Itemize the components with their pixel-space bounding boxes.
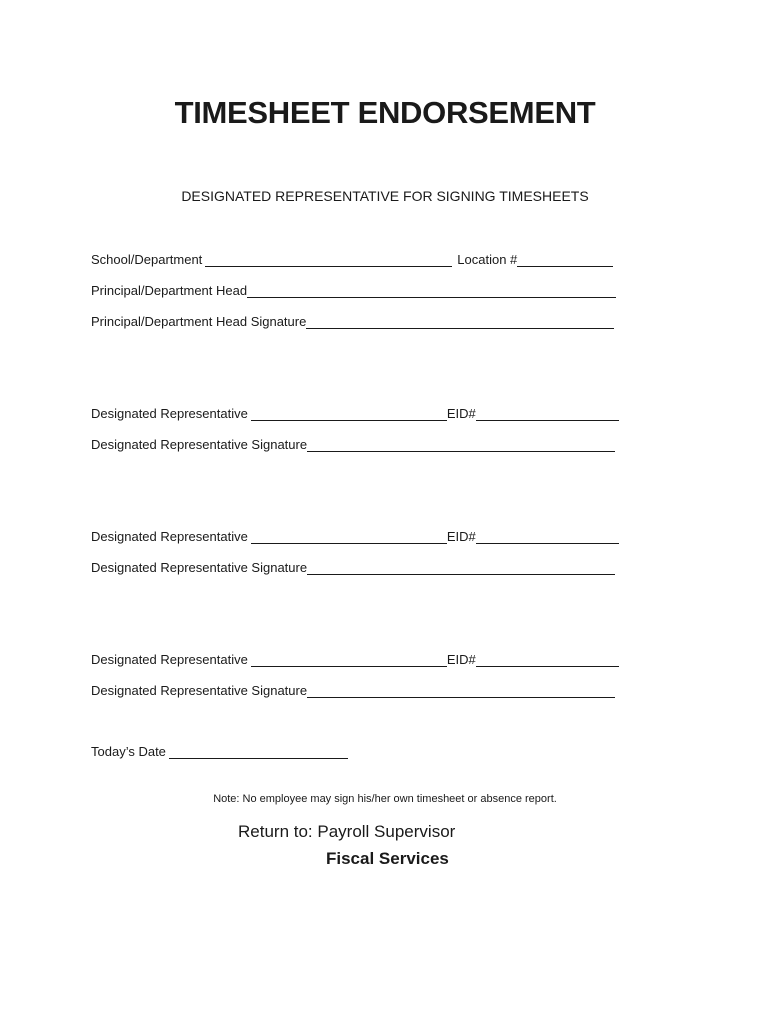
rep2-signature-field[interactable] — [307, 560, 615, 575]
rep1-row — [91, 403, 619, 421]
rep1-eid-field[interactable] — [476, 406, 619, 421]
rep1-signature-row — [91, 434, 615, 452]
rep3-name-field[interactable] — [251, 652, 447, 667]
rep3-signature-label: Designated Representative Signature — [91, 683, 308, 698]
principal-signature-row — [91, 311, 614, 329]
return-to-text: Return to: Payroll Supervisor — [238, 822, 456, 841]
school-department-row — [91, 249, 613, 267]
document-title: TIMESHEET ENDORSEMENT — [174, 95, 596, 130]
principal-signature-field[interactable] — [306, 314, 614, 329]
school-department-label: School/Department — [91, 252, 203, 267]
principal-head-row — [91, 280, 616, 298]
rep1-signature-field[interactable] — [307, 437, 615, 452]
school-department-field[interactable] — [205, 252, 452, 267]
rep2-signature-label: Designated Representative Signature — [91, 560, 308, 575]
principal-head-field[interactable] — [247, 283, 616, 298]
location-field[interactable] — [517, 252, 613, 267]
document-subtitle: DESIGNATED REPRESENTATIVE FOR SIGNING TIMESHEETS — [181, 188, 589, 204]
rep1-eid-label: EID# — [446, 406, 476, 421]
principal-head-label: Principal/Department Head — [91, 283, 248, 298]
rep3-eid-label: EID# — [446, 652, 476, 667]
todays-date-row — [91, 741, 348, 759]
rep2-name-label: Designated Representative — [91, 529, 248, 544]
rep3-signature-row — [91, 680, 615, 698]
rep1-name-field[interactable] — [251, 406, 447, 421]
location-label: Location # — [457, 252, 518, 267]
rep1-name-label: Designated Representative — [91, 406, 248, 421]
return-department-text: Fiscal Services — [326, 849, 449, 868]
todays-date-field[interactable] — [169, 744, 348, 759]
todays-date-label: Today’s Date — [91, 744, 166, 759]
rep3-eid-field[interactable] — [476, 652, 619, 667]
note-text: Note: No employee may sign his/her own timesheet or absence report. — [213, 793, 557, 805]
rep2-eid-label: EID# — [446, 529, 476, 544]
rep3-signature-field[interactable] — [307, 683, 615, 698]
rep2-row — [91, 526, 619, 544]
principal-signature-label: Principal/Department Head Signature — [91, 314, 307, 329]
rep1-signature-label: Designated Representative Signature — [91, 437, 308, 452]
rep2-signature-row — [91, 557, 615, 575]
rep2-eid-field[interactable] — [476, 529, 619, 544]
rep2-name-field[interactable] — [251, 529, 447, 544]
rep3-name-label: Designated Representative — [91, 652, 248, 667]
rep3-row — [91, 649, 619, 667]
